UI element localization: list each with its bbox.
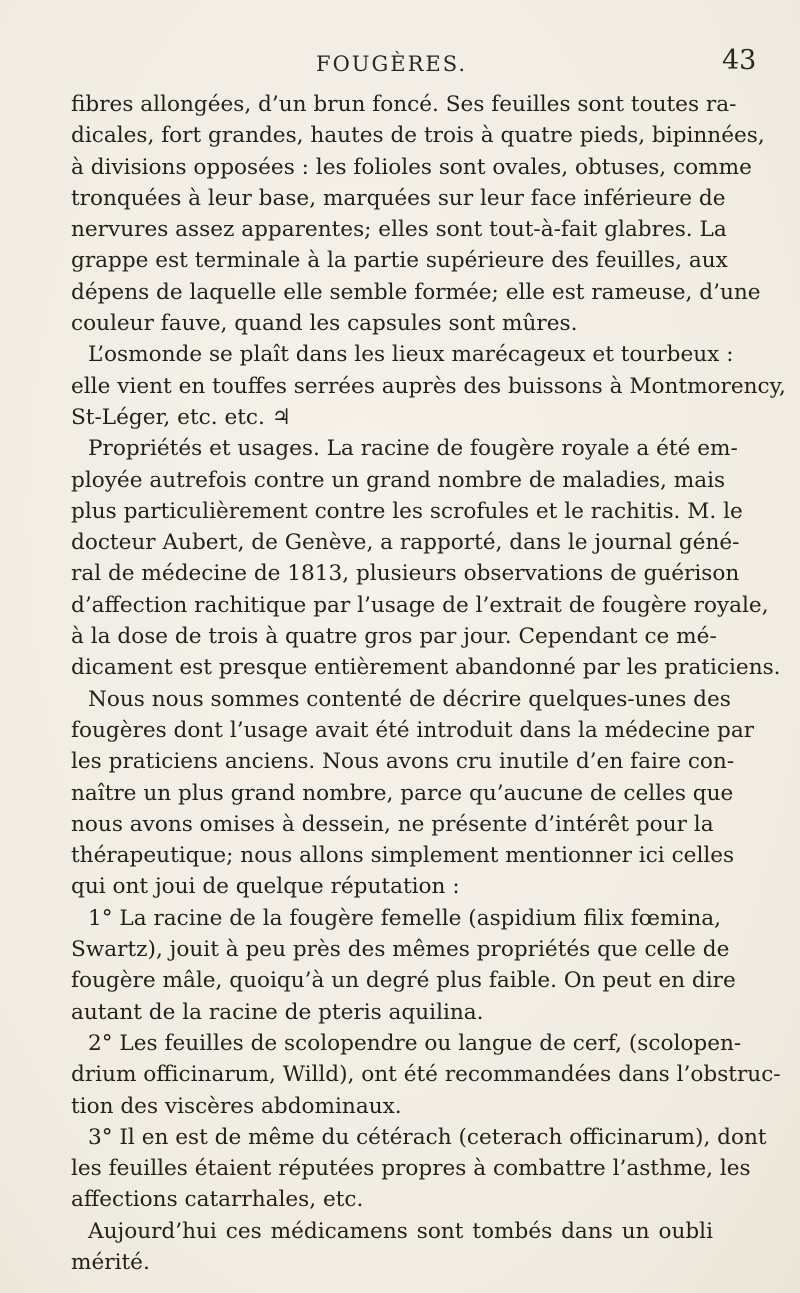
text-line: dépens de laquelle elle semble formée; elle est rameuse, d’une: [71, 280, 761, 305]
text-line: Swartz), jouit à peu près des mêmes propriétés que celle de: [71, 937, 730, 962]
text-line: nous avons omises à dessein, ne présente d’intérêt pour la: [71, 812, 714, 837]
text-line: L’osmonde se plaît dans les lieux marécageux et tourbeux :: [88, 342, 734, 367]
text-line: naître un plus grand nombre, parce qu’aucune de celles que: [71, 781, 734, 806]
text-line: les feuilles étaient réputées propres à combattre l’asthme, les: [71, 1156, 751, 1181]
text-line: dicament est presque entièrement abandonné par les praticiens.: [71, 655, 781, 680]
text-line: 1° La racine de la fougère femelle (aspidium filix fœmina,: [88, 906, 721, 931]
text-line: elle vient en touffes serrées auprès des buissons à Montmorency,: [71, 374, 786, 399]
text-line: fougère mâle, quoiqu’à un degré plus faible. On peut en dire: [71, 968, 736, 993]
text-line: à la dose de trois à quatre gros par jour. Cependant ce mé-: [71, 624, 717, 649]
text-line: St-Léger, etc. etc. ♃: [71, 405, 292, 430]
text-line: Nous nous sommes contenté de décrire quelques-unes des: [88, 687, 731, 712]
text-line: 2° Les feuilles de scolopendre ou langue de cerf, (scolopen-: [88, 1031, 742, 1056]
text-line: grappe est terminale à la partie supérieure des feuilles, aux: [71, 248, 728, 273]
text-line: ral de médecine de 1813, plusieurs observations de guérison: [71, 561, 740, 586]
page-number: 43: [722, 45, 757, 76]
text-line: tion des viscères abdominaux.: [71, 1094, 402, 1119]
text-line: fougères dont l’usage avait été introduit dans la médecine par: [71, 718, 755, 743]
text-line: d’affection rachitique par l’usage de l’extrait de fougère royale,: [71, 593, 769, 618]
running-head: FOUGÈRES.: [316, 52, 468, 76]
text-line: qui ont joui de quelque réputation :: [71, 874, 460, 899]
text-line: couleur fauve, quand les capsules sont mûres.: [71, 311, 578, 336]
text-line: les praticiens anciens. Nous avons cru inutile d’en faire con-: [71, 749, 735, 774]
text-line: docteur Aubert, de Genève, a rapporté, dans le journal géné-: [71, 530, 740, 555]
text-line: Aujourd’hui ces médicamens sont tombés dans un oubli: [88, 1219, 713, 1244]
text-line: nervures assez apparentes; elles sont tout-à-fait glabres. La: [71, 217, 727, 242]
text-line: mérité.: [71, 1250, 150, 1275]
text-line: ployée autrefois contre un grand nombre de maladies, mais: [71, 468, 726, 493]
text-line: 3° Il en est de même du cétérach (ceterach officinarum), dont: [88, 1125, 767, 1150]
text-line: fibres allongées, d’un brun foncé. Ses feuilles sont toutes ra-: [71, 92, 737, 117]
text-line: à divisions opposées : les folioles sont ovales, obtuses, comme: [71, 155, 752, 180]
text-line: plus particulièrement contre les scrofules et le rachitis. M. le: [71, 499, 743, 524]
text-line: dicales, fort grandes, hautes de trois à quatre pieds, bipinnées,: [71, 123, 765, 148]
text-line: autant de la racine de pteris aquilina.: [71, 1000, 484, 1025]
text-line: affections catarrhales, etc.: [71, 1187, 364, 1212]
text-line: tronquées à leur base, marquées sur leur face inférieure de: [71, 186, 726, 211]
text-line: drium officinarum, Willd), ont été recommandées dans l’obstruc-: [71, 1062, 781, 1087]
text-line: Propriétés et usages. La racine de fougère royale a été em-: [88, 436, 738, 461]
text-line: thérapeutique; nous allons simplement mentionner ici celles: [71, 843, 735, 868]
